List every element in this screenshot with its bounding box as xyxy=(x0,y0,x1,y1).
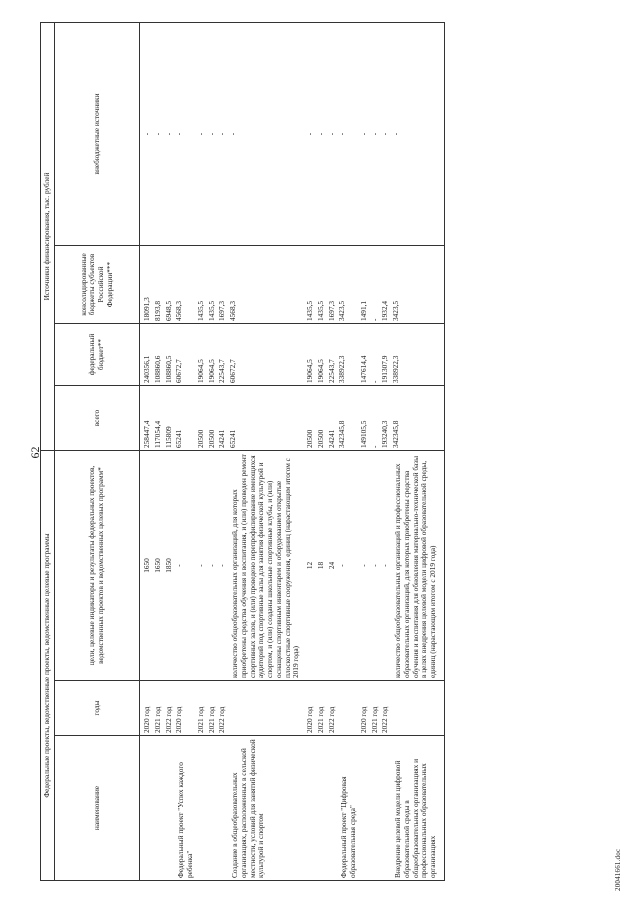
row-year: 2022 год xyxy=(327,681,338,736)
row-regional: 4568,3 xyxy=(228,246,305,324)
row-regional: 1435,5 xyxy=(305,246,316,324)
row-federal: 108860,6 xyxy=(153,324,164,386)
row-total: 65241 xyxy=(228,386,305,451)
header-funding: Источники финансирования, тыс. рублей xyxy=(41,23,55,451)
row-regional: 3423,5 xyxy=(337,246,359,324)
row-name xyxy=(359,736,370,881)
row-indicator: 18 xyxy=(316,451,327,681)
row-indicator: 12 xyxy=(305,451,316,681)
row-name xyxy=(370,736,381,881)
row-indicator: - xyxy=(337,451,359,681)
row-federal: 19064,5 xyxy=(305,324,316,386)
row-extra: - xyxy=(207,23,218,246)
row-total: 342345,8 xyxy=(337,386,359,451)
row-total: 117054,4 xyxy=(153,386,164,451)
row-total: 20500 xyxy=(305,386,316,451)
table-row xyxy=(380,23,391,881)
row-federal: - xyxy=(370,324,381,386)
row-total: - xyxy=(370,386,381,451)
row-regional: 4568,3 xyxy=(174,246,196,324)
row-total: 115809 xyxy=(164,386,175,451)
row-federal: 22543,7 xyxy=(217,324,228,386)
row-extra: - xyxy=(228,23,305,246)
table-row xyxy=(316,23,327,881)
funding-table xyxy=(40,22,445,881)
row-regional: 3423,5 xyxy=(391,246,444,324)
row-regional: 1435,5 xyxy=(196,246,207,324)
row-name xyxy=(217,736,228,881)
header-projects: Федеральные проекты, ведомственные проекты, ведомственные целевые программы xyxy=(41,451,55,881)
row-name xyxy=(316,736,327,881)
row-indicator: - xyxy=(207,451,218,681)
row-extra: - xyxy=(164,23,175,246)
row-extra: - xyxy=(140,23,153,246)
row-indicator: - xyxy=(217,451,228,681)
row-name xyxy=(305,736,316,881)
row-federal: 19064,5 xyxy=(207,324,218,386)
header-years: годы xyxy=(55,681,140,736)
row-extra: - xyxy=(370,23,381,246)
row-regional: 8193,8 xyxy=(153,246,164,324)
row-year xyxy=(337,681,359,736)
row-regional: 6948,5 xyxy=(164,246,175,324)
document-id: 20041661.doc xyxy=(614,848,622,891)
header-name: наименование xyxy=(55,736,140,881)
row-year: 2022 год xyxy=(217,681,228,736)
row-extra: - xyxy=(316,23,327,246)
row-name: Федеральный проект "Успех каждого ребенка" xyxy=(174,736,196,881)
table-row xyxy=(140,23,153,881)
row-indicator: 24 xyxy=(327,451,338,681)
row-regional: 1491,1 xyxy=(359,246,370,324)
row-indicator: 1850 xyxy=(164,451,175,681)
header-total: всего xyxy=(55,386,140,451)
row-name xyxy=(153,736,164,881)
table-body xyxy=(140,23,445,881)
row-year xyxy=(391,681,444,736)
row-federal: 108860,5 xyxy=(164,324,175,386)
row-federal: 19064,5 xyxy=(196,324,207,386)
row-federal: 60672,7 xyxy=(174,324,196,386)
row-name xyxy=(380,736,391,881)
row-name xyxy=(327,736,338,881)
row-year: 2021 год xyxy=(207,681,218,736)
row-name xyxy=(140,736,153,881)
table-row xyxy=(174,23,196,881)
row-regional: 18091,3 xyxy=(140,246,153,324)
row-extra: - xyxy=(380,23,391,246)
header-extra: внебюджетные источники xyxy=(55,23,140,246)
row-extra: - xyxy=(305,23,316,246)
row-total: 342345,8 xyxy=(391,386,444,451)
row-federal: 240356,1 xyxy=(140,324,153,386)
header-row-top xyxy=(41,23,55,881)
row-indicator: - xyxy=(174,451,196,681)
row-name: Внедрение целевой модели цифровой образовательной среды в общеобразовательных организациях и профессиональных образовательных организациях xyxy=(391,736,444,881)
row-year: 2022 год xyxy=(164,681,175,736)
row-year: 2021 год xyxy=(316,681,327,736)
row-total: 24241 xyxy=(217,386,228,451)
row-regional: 1697,3 xyxy=(327,246,338,324)
table-row xyxy=(153,23,164,881)
row-name xyxy=(164,736,175,881)
table-row xyxy=(370,23,381,881)
table-row xyxy=(359,23,370,881)
row-name: Федеральный проект "Цифровая образовательная среда" xyxy=(337,736,359,881)
table-row xyxy=(207,23,218,881)
table-row xyxy=(164,23,175,881)
row-federal: 338922,3 xyxy=(337,324,359,386)
row-indicator: 1650 xyxy=(153,451,164,681)
row-extra: - xyxy=(196,23,207,246)
row-year: 2020 год xyxy=(359,681,370,736)
row-total: 193240,3 xyxy=(380,386,391,451)
header-row-columns xyxy=(55,23,140,881)
table-row xyxy=(217,23,228,881)
row-year: 2021 год xyxy=(370,681,381,736)
row-extra: - xyxy=(327,23,338,246)
row-indicator: 1650 xyxy=(140,451,153,681)
row-extra: - xyxy=(174,23,196,246)
row-total: 258447,4 xyxy=(140,386,153,451)
row-federal: 191307,9 xyxy=(380,324,391,386)
row-extra: - xyxy=(153,23,164,246)
row-year: 2020 год xyxy=(305,681,316,736)
row-year: 2020 год xyxy=(174,681,196,736)
row-regional: - xyxy=(370,246,381,324)
row-total: 65241 xyxy=(174,386,196,451)
row-indicator: количество общеобразовательных организаций и профессиональных образовательных организаций, для которых приобретены средства обучения и воспитания для обновления материально-технической базы в целях внедрения целевой модели цифровой образовательной среды, единиц (нарастающим итогом с 2019 года) xyxy=(391,451,444,681)
row-extra: - xyxy=(217,23,228,246)
row-federal: 338922,3 xyxy=(391,324,444,386)
row-total: 20500 xyxy=(316,386,327,451)
table-row xyxy=(391,23,444,881)
page-number: 62 xyxy=(28,446,42,459)
row-federal: 19064,5 xyxy=(316,324,327,386)
row-year: 2020 год xyxy=(140,681,153,736)
row-federal: 22543,7 xyxy=(327,324,338,386)
row-federal: 147614,4 xyxy=(359,324,370,386)
row-extra: - xyxy=(391,23,444,246)
table-row xyxy=(305,23,316,881)
table-row xyxy=(327,23,338,881)
row-indicator: количество общеобразовательных организаций, для которых приобретены средства обучения и воспитания, и (или) проведен ремонт спортивных залов, и (или) проведено перепрофилирование имеющихся аудиторий под спортивные залы для занятия физической культурой и спортом, и (или) созданы школьные спортивные клубы, и (или) оснащены спортивным инвентарем и оборудованием открытые плоскостные спортивные сооружения, единиц (нарастающим итогом с 2019 года) xyxy=(228,451,305,681)
row-total: 20500 xyxy=(207,386,218,451)
header-federal: федеральный бюджет** xyxy=(55,324,140,386)
row-regional: 1697,3 xyxy=(217,246,228,324)
row-extra: - xyxy=(337,23,359,246)
row-indicator: - xyxy=(196,451,207,681)
row-regional: 1435,5 xyxy=(207,246,218,324)
row-name xyxy=(196,736,207,881)
header-goals: цели, целевые индикаторы и результаты федеральных проектов, ведомственных проектов и ведомственных целевых программ* xyxy=(55,451,140,681)
row-federal: 60672,7 xyxy=(228,324,305,386)
table-row xyxy=(337,23,359,881)
row-regional: 1932,4 xyxy=(380,246,391,324)
row-name: Создание в общеобразовательных организациях, расположенных в сельской местности, условий для занятий физической культурой и спортом xyxy=(228,736,305,881)
header-regional: консолидированные бюджеты субъектов Российской Федерации*** xyxy=(55,246,140,324)
row-indicator: - xyxy=(370,451,381,681)
row-total: 24241 xyxy=(327,386,338,451)
row-regional: 1435,5 xyxy=(316,246,327,324)
row-name xyxy=(207,736,218,881)
row-total: 149105,5 xyxy=(359,386,370,451)
row-year: 2021 год xyxy=(153,681,164,736)
row-extra: - xyxy=(359,23,370,246)
table-row xyxy=(228,23,305,881)
row-indicator: - xyxy=(380,451,391,681)
row-total: 20500 xyxy=(196,386,207,451)
table-row xyxy=(196,23,207,881)
row-year: 2022 год xyxy=(380,681,391,736)
row-year xyxy=(228,681,305,736)
row-year: 2021 год xyxy=(196,681,207,736)
row-indicator: - xyxy=(359,451,370,681)
